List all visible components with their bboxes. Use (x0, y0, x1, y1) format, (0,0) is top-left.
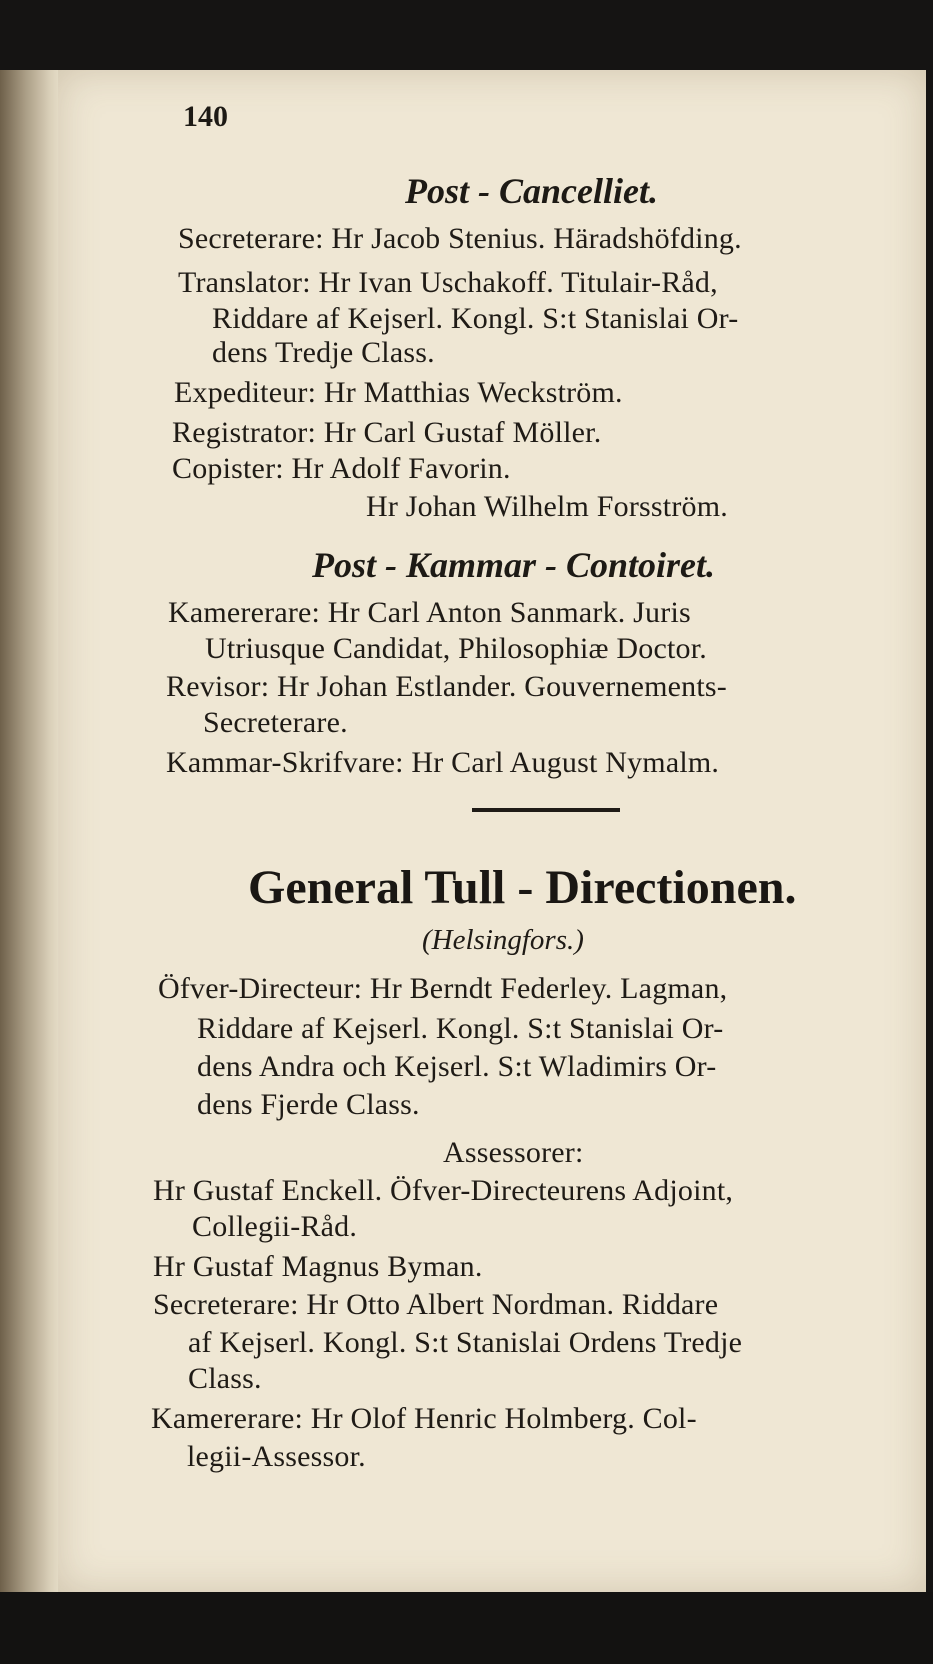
text-line: Riddare af Kejserl. Kongl. S:t Stanislai Or- (212, 302, 739, 335)
text-line: Translator: Hr Ivan Uschakoff. Titulair-Råd, (178, 266, 718, 299)
section-title-post-kammar: Post - Kammar - Contoiret. (312, 545, 716, 585)
text-line: Hr Gustaf Magnus Byman. (153, 1250, 483, 1283)
text-line: Riddare af Kejserl. Kongl. S:t Stanislai Or- (197, 1012, 724, 1045)
text-line: Kamererare: Hr Olof Henric Holmberg. Col- (151, 1402, 697, 1435)
text-line: dens Andra och Kejserl. S:t Wladimirs Or- (197, 1050, 717, 1083)
page-number: 140 (183, 100, 228, 133)
text-line: Utriusque Candidat, Philosophiæ Doctor. (205, 632, 707, 665)
section-subtitle-location: (Helsingfors.) (422, 924, 584, 956)
text-line: Class. (188, 1362, 262, 1395)
section-divider (472, 808, 620, 812)
text-line: Hr Gustaf Enckell. Öfver-Directeurens Adjoint, (153, 1174, 734, 1207)
text-line: Revisor: Hr Johan Estlander. Gouvernements- (166, 670, 727, 703)
text-line: Öfver-Directeur: Hr Berndt Federley. Lagman, (158, 972, 728, 1005)
section-title-post-cancelliet: Post - Cancelliet. (405, 171, 658, 211)
text-line: Expediteur: Hr Matthias Weckström. (174, 376, 623, 409)
book-spine (0, 70, 62, 1592)
text-line: Hr Johan Wilhelm Forsström. (366, 490, 728, 523)
text-line: legii-Assessor. (187, 1440, 366, 1473)
text-line: Copister: Hr Adolf Favorin. (172, 452, 511, 485)
text-line: Secreterare: Hr Otto Albert Nordman. Riddare (153, 1288, 719, 1321)
text-line: Kammar-Skrifvare: Hr Carl August Nymalm. (166, 746, 720, 779)
section-title-general-tull: General Tull - Directionen. (248, 861, 797, 914)
text-line: dens Fjerde Class. (197, 1088, 420, 1121)
text-line: dens Tredje Class. (212, 336, 435, 369)
text-line: Kamererare: Hr Carl Anton Sanmark. Juris (168, 596, 691, 629)
assessorer-heading: Assessorer: (443, 1136, 584, 1169)
text-line: Secreterare. (203, 706, 348, 739)
text-line: Registrator: Hr Carl Gustaf Möller. (172, 416, 602, 449)
text-line: af Kejserl. Kongl. S:t Stanislai Ordens Tredje (188, 1326, 743, 1359)
text-line: Secreterare: Hr Jacob Stenius. Häradshöfding. (178, 222, 742, 255)
text-line: Collegii-Råd. (192, 1210, 358, 1243)
page-bottom-shadow (0, 1592, 933, 1664)
